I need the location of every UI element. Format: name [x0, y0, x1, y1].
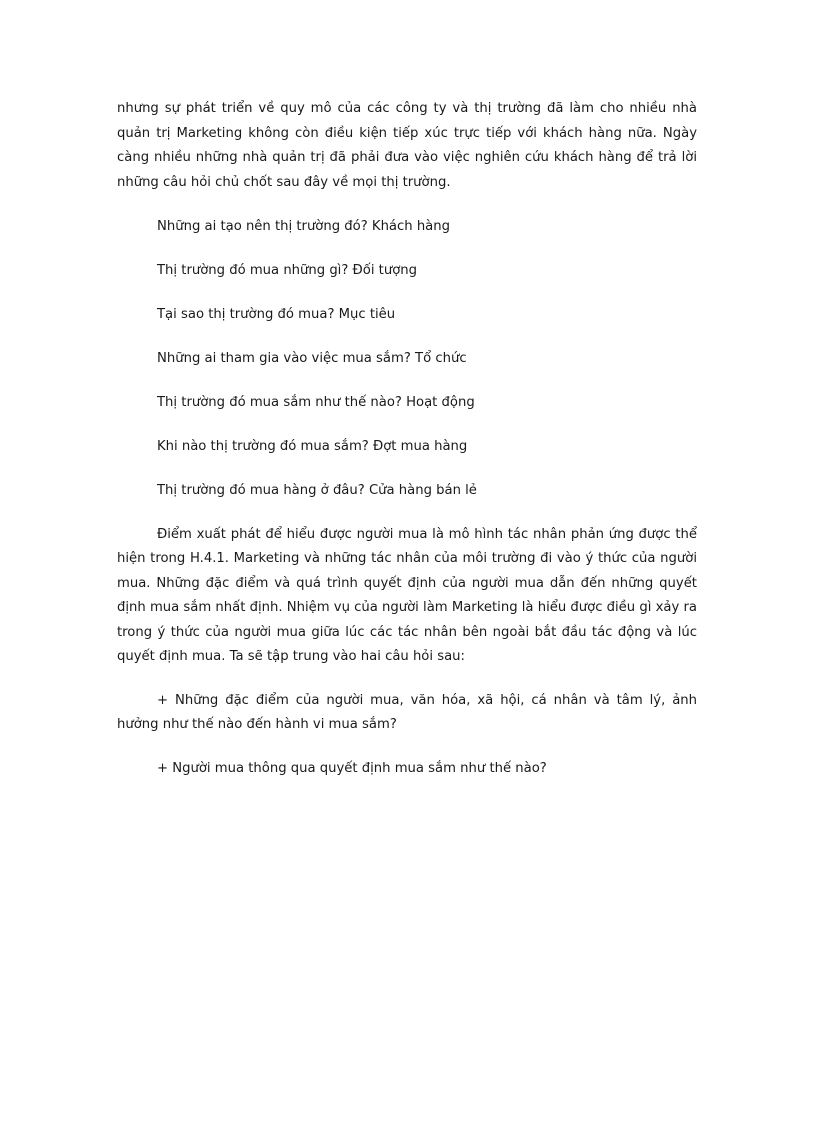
bullet-one-line: + Những đặc điểm của người mua, văn hóa, xã hội, cá nhân và tâm lý, ảnh [157, 692, 697, 708]
model-line: gì xảy ra trong ý thức của người mua giữa lúc các tác nhân bên ngoài bắt đầu tác [117, 600, 697, 640]
intro-line: lời những câu hỏi chủ chốt sau đây về mọi thị trường. [117, 150, 697, 190]
intro-line: quản trị Marketing không còn điều kiện tiếp xúc trực tiếp với khách hàng nữa. Ngày [117, 125, 697, 141]
intro-line: nhưng sự phát triển về quy mô của các công ty và thị trường đã làm cho nhiều nhà [117, 101, 697, 116]
question-item: Thị trường đó mua hàng ở đâu? Cửa hàng bán lẻ [157, 483, 477, 498]
question-list [117, 215, 697, 504]
question-item: Tại sao thị trường đó mua? Mục tiêu [157, 307, 396, 322]
question-item: Khi nào thị trường đó mua sắm? Đợt mua hàng [157, 439, 468, 454]
intro-line: càng nhiều những nhà quản trị đã phải đưa vào việc nghiên cứu khách hàng để trả [117, 150, 677, 165]
model-line: động và lúc quyết định mua. Ta sẽ tập trung vào hai câu hỏi sau: [117, 624, 697, 664]
model-line: Điểm xuất phát để hiểu được người mua là mô hình tác nhân phản ứng được [157, 526, 671, 542]
question-item: Thị trường đó mua những gì? Đối tượng [157, 263, 418, 278]
document-page [117, 97, 697, 781]
question-item: Những ai tham gia vào việc mua sắm? Tổ chức [157, 351, 467, 366]
model-line: người mua. Những đặc điểm và quá trình quyết định của người mua dẫn đến những [117, 551, 697, 591]
bullet-one-paragraph [117, 689, 697, 738]
question-item: Những ai tạo nên thị trường đó? Khách hàng [157, 219, 450, 234]
bullet-one-line: hưởng như thế nào đến hành vi mua sắm? [117, 717, 397, 732]
intro-paragraph [117, 97, 697, 195]
model-line: thể hiện trong H.4.1. Marketing và những tác nhân của môi trường đi vào ý thức của [117, 526, 697, 566]
question-item: Thị trường đó mua sắm như thế nào? Hoạt động [157, 395, 475, 410]
bullet-two-paragraph: + Người mua thông qua quyết định mua sắm như thế nào? [157, 760, 547, 776]
model-line: quyết định mua sắm nhất định. Nhiệm vụ của người làm Marketing là hiểu được điều [117, 575, 697, 615]
model-paragraph [117, 523, 697, 670]
